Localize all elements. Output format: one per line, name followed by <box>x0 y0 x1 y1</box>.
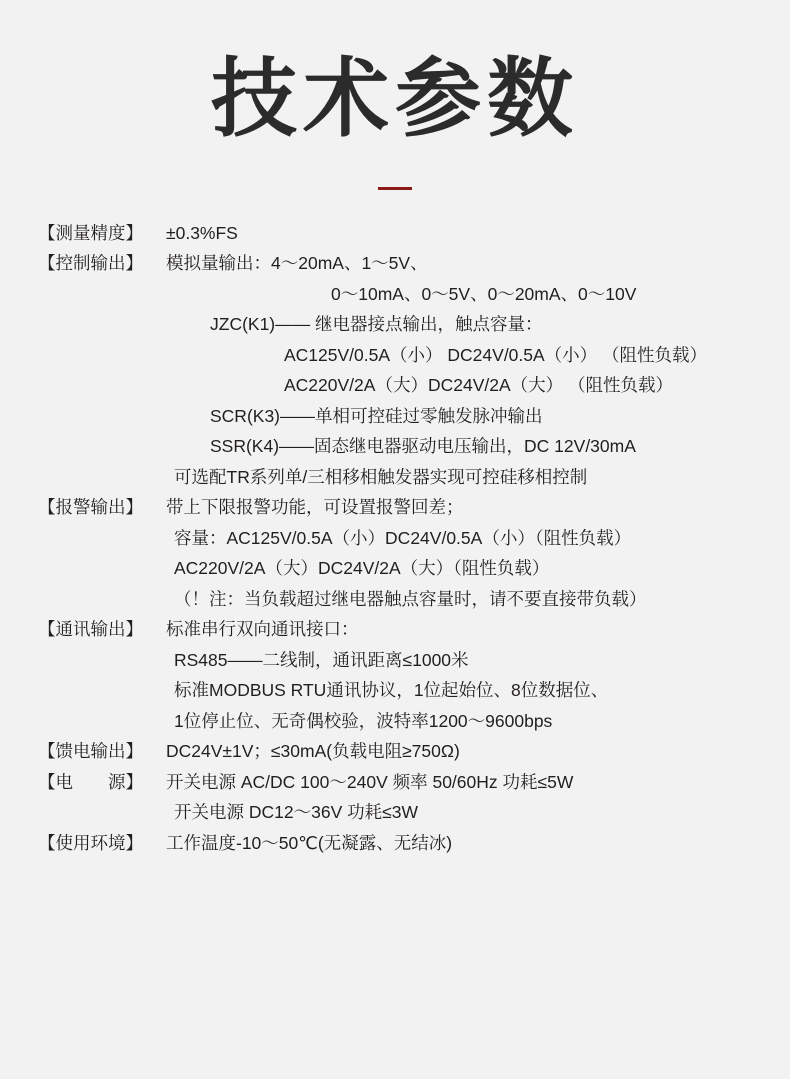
spec-row-environment <box>38 832 790 853</box>
spec-row-control-output <box>38 255 790 273</box>
spec-detail-control-jzc-capacity-small: AC125V/0.5A（小） DC24V/0.5A（小） （阻性负载） <box>284 344 708 365</box>
divider <box>378 187 412 190</box>
spec-label-accuracy: 【测量精度】 <box>38 222 143 243</box>
spec-row-power-supply <box>38 771 790 792</box>
spec-list <box>0 222 790 853</box>
spec-detail-power-supply-dc: 开关电源 DC12～36V 功耗≤3W <box>174 802 418 823</box>
spec-detail-control-ssr: SSR(K4)——固态继电器驱动电压输出，DC 12V/30mA <box>210 436 636 457</box>
spec-label-environment: 【使用环境】 <box>38 832 143 853</box>
spec-label-comm-output: 【通讯输出】 <box>38 619 143 640</box>
spec-label-alarm-output: 【报警输出】 <box>38 497 143 518</box>
spec-row-power-feed <box>38 743 790 761</box>
spec-label-control-output: 【控制输出】 <box>38 253 143 274</box>
spec-value-alarm-output: 带上下限报警功能，可设置报警回差； <box>166 497 464 518</box>
spec-value-power-feed: DC24V±1V；≤30mA(负载电阻≥750Ω) <box>166 741 460 762</box>
spec-row-comm-output <box>38 621 790 639</box>
spec-detail-comm-modbus: 标准MODBUS RTU通讯协议，1位起始位、8位数据位、 <box>174 680 609 701</box>
spec-row-accuracy <box>38 222 790 243</box>
spec-detail-alarm-capacity-large: AC220V/2A（大）DC24V/2A（大）（阻性负载） <box>174 558 550 579</box>
spec-detail-control-analog-range: 0～10mA、0～5V、0～20mA、0～10V <box>331 283 637 304</box>
spec-value-comm-output: 标准串行双向通讯接口： <box>166 619 359 640</box>
title-divider-wrap <box>0 177 790 195</box>
spec-label-power-feed: 【馈电输出】 <box>38 741 143 762</box>
spec-detail-comm-baud: 1位停止位、无奇偶校验，波特率1200～9600bps <box>174 710 553 731</box>
spec-detail-control-jzc-capacity-large: AC220V/2A（大）DC24V/2A（大） （阻性负载） <box>284 375 673 396</box>
spec-value-power-supply: 开关电源 AC/DC 100～240V 频率 50/60Hz 功耗≤5W <box>166 771 574 792</box>
spec-row-alarm-output <box>38 499 790 517</box>
spec-value-accuracy: ±0.3%FS <box>166 222 238 243</box>
spec-detail-alarm-note: （！注：当负载超过继电器触点容量时，请不要直接带负载） <box>174 588 647 609</box>
spec-detail-control-jzc: JZC(K1)—— 继电器接点输出，触点容量： <box>210 314 543 335</box>
spec-detail-alarm-capacity-small: 容量：AC125V/0.5A（小）DC24V/0.5A（小）（阻性负载） <box>174 527 632 548</box>
spec-value-control-output: 模拟量输出：4～20mA、1～5V、 <box>166 253 428 274</box>
spec-detail-comm-rs485: RS485——二线制，通讯距离≤1000米 <box>174 649 469 670</box>
spec-label-power-supply: 【电 源】 <box>38 771 143 792</box>
spec-value-environment: 工作温度-10～50℃(无凝露、无结冰) <box>166 832 453 853</box>
spec-detail-control-scr: SCR(K3)——单相可控硅过零触发脉冲输出 <box>210 405 543 426</box>
spec-detail-control-tr-option: 可选配TR系列单/三相移相触发器实现可控硅移相控制 <box>174 466 588 487</box>
page-title: 技术参数 <box>211 49 579 149</box>
